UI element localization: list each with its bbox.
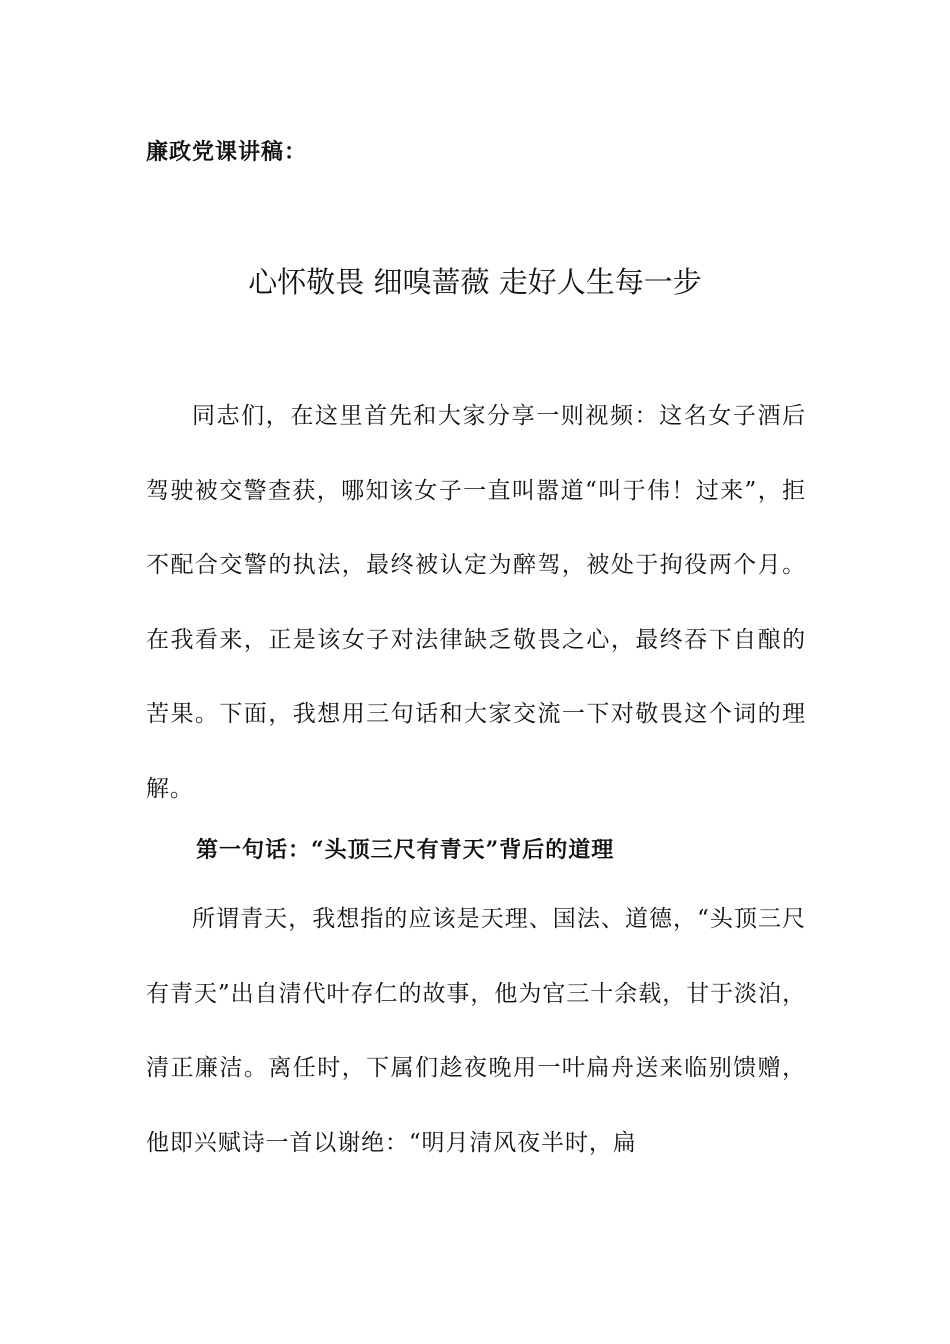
section-heading: 第一句话：“头顶三尺有青天”背后的道理 — [196, 837, 615, 863]
paragraph-section-one: 所谓青天，我想指的应该是天理、国法、道德，“头顶三尺有青天”出自清代叶存仁的故事，他为官三十余载，甘于淡泊，清正廉洁。离任时，下属们趁夜晚用一叶扁舟送来临别馈赠，他即兴赋诗一首以谢绝：“明月清风夜半时，扁 — [146, 906, 806, 1156]
document-label: 廉政党课讲稿： — [146, 139, 308, 165]
document-title: 心怀敬畏 细嗅蔷薇 走好人生每一步 — [248, 265, 702, 299]
paragraph-intro: 同志们，在这里首先和大家分享一则视频：这名女子酒后驾驶被交警查获，哪知该女子一直叫嚣道“叫于伟！过来”，拒不配合交警的执法，最终被认定为醉驾，被处于拘役两个月。在我看来，正是该女子对法律缺乏敬畏之心，最终吞下自酿的苦果。下面，我想用三句话和大家交流一下对敬畏这个词的理解。 — [146, 403, 806, 802]
